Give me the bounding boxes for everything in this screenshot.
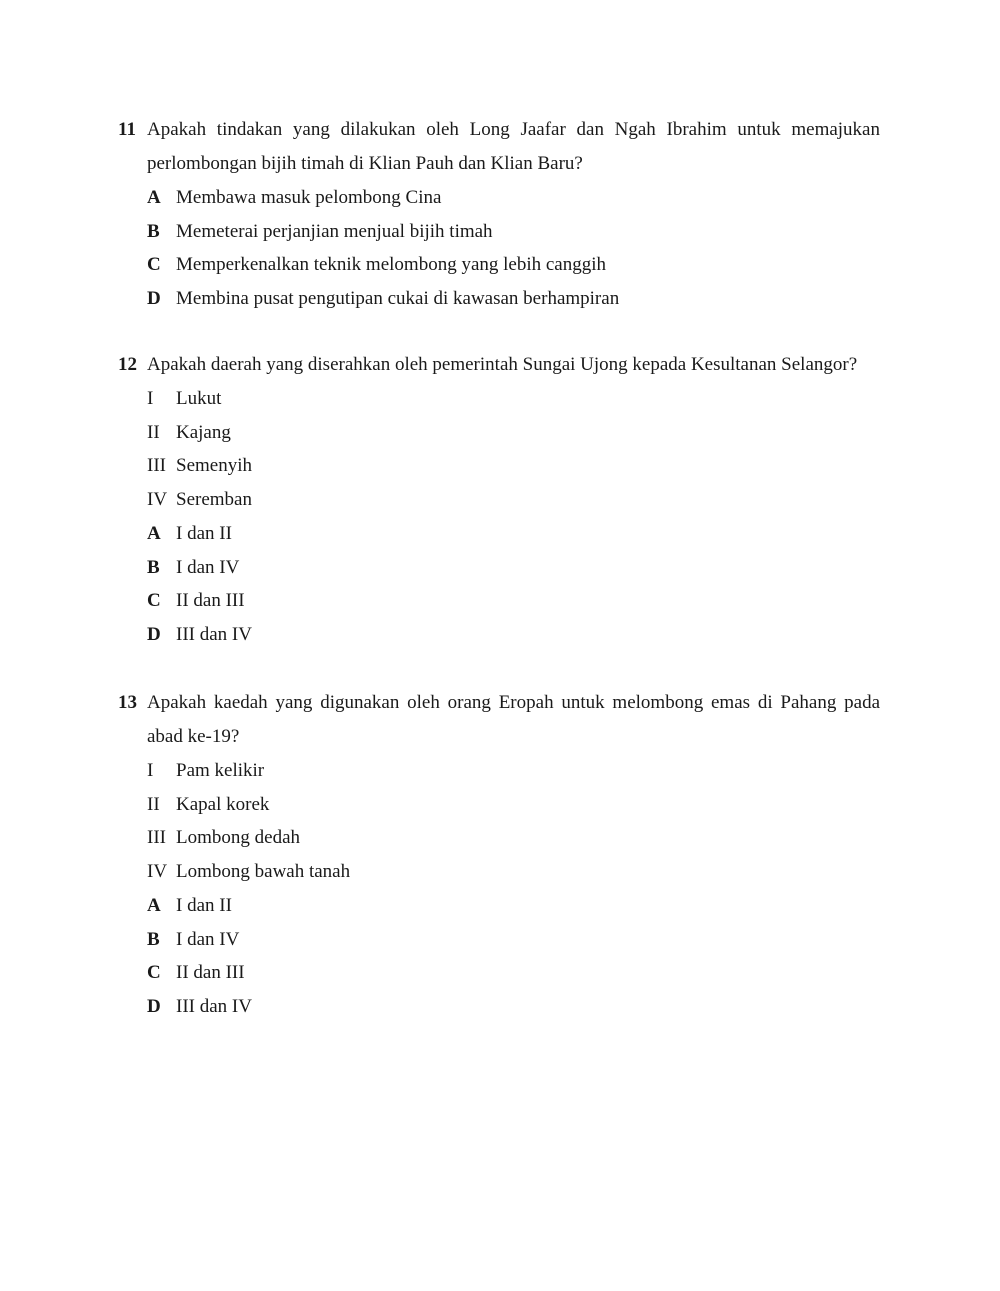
option-text: Membina pusat pengutipan cukai di kawasan berhampiran — [176, 288, 620, 310]
option-text: I dan II — [176, 522, 232, 544]
option-a[interactable] — [147, 889, 880, 923]
statement-key: IV — [147, 489, 168, 511]
statement-iv — [147, 855, 880, 889]
statement-ii — [147, 416, 880, 450]
statement-key: IV — [147, 861, 168, 883]
statement-text: Seremban — [176, 489, 252, 511]
option-text: I dan II — [176, 894, 232, 916]
statement-text: Kapal korek — [176, 793, 270, 815]
statement-text: Semenyih — [176, 455, 252, 477]
option-key: B — [147, 928, 160, 950]
option-key: A — [147, 187, 161, 208]
option-key: C — [147, 590, 161, 612]
option-d[interactable] — [147, 618, 880, 652]
statement-ii — [147, 788, 880, 822]
option-a[interactable] — [147, 517, 880, 551]
option-key: C — [147, 254, 161, 276]
option-a[interactable] — [147, 181, 880, 215]
question-stem — [118, 686, 880, 754]
option-text: Memeterai perjanjian menjual bijih timah — [176, 220, 493, 242]
option-c[interactable] — [147, 248, 880, 282]
option-text: III dan IV — [176, 623, 252, 645]
option-key: D — [147, 623, 161, 645]
question-text: Apakah tindakan yang dilakukan oleh Long Jaafar dan Ngah Ibrahim untuk memajukan perlombongan bijih timah di Klian Pauh dan Klian Baru? — [147, 119, 880, 174]
statement-iii — [147, 821, 880, 855]
statement-text: Lombong dedah — [176, 827, 301, 849]
option-text: I dan IV — [176, 556, 240, 578]
question-number: 11 — [118, 119, 136, 140]
option-text: Membawa masuk pelombong Cina — [176, 187, 442, 208]
option-c[interactable] — [147, 584, 880, 618]
statement-i — [147, 754, 880, 788]
question-number: 12 — [118, 354, 137, 375]
option-key: C — [147, 962, 161, 984]
option-c[interactable] — [147, 956, 880, 990]
statement-key: I — [147, 760, 154, 781]
statement-key: II — [147, 421, 160, 443]
question-number: 13 — [118, 692, 137, 713]
option-d[interactable] — [147, 990, 880, 1024]
option-text: II dan III — [176, 590, 245, 612]
question-text: Apakah daerah yang diserahkan oleh pemerintah Sungai Ujong kepada Kesultanan Selangor? — [147, 354, 858, 375]
option-b[interactable] — [147, 923, 880, 957]
question-text: Apakah kaedah yang digunakan oleh orang Eropah untuk melombong emas di Pahang pada abad ke-19? — [147, 692, 880, 747]
option-key: A — [147, 894, 161, 916]
statement-iv — [147, 483, 880, 517]
option-b[interactable] — [147, 215, 880, 249]
question-11 — [118, 113, 880, 316]
option-text: Memperkenalkan teknik melombong yang lebih canggih — [176, 254, 607, 276]
question-stem — [118, 113, 880, 181]
option-key: A — [147, 522, 161, 544]
question-stem — [118, 348, 880, 382]
statement-text: Lombong bawah tanah — [176, 861, 351, 883]
statement-text: Lukut — [176, 388, 222, 409]
statement-key: III — [147, 455, 166, 477]
option-key: B — [147, 220, 160, 242]
question-13 — [118, 686, 880, 1024]
option-b[interactable] — [147, 551, 880, 585]
statement-i — [147, 382, 880, 416]
statement-text: Pam kelikir — [176, 760, 265, 781]
option-key: D — [147, 288, 161, 310]
statement-iii — [147, 449, 880, 483]
statement-key: I — [147, 388, 154, 409]
statement-key: III — [147, 827, 166, 849]
option-text: III dan IV — [176, 995, 252, 1017]
question-12 — [118, 348, 880, 652]
option-key: D — [147, 995, 161, 1017]
option-d[interactable] — [147, 282, 880, 316]
option-key: B — [147, 556, 160, 578]
statement-key: II — [147, 793, 160, 815]
option-text: II dan III — [176, 962, 245, 984]
statement-text: Kajang — [176, 421, 231, 443]
option-text: I dan IV — [176, 928, 240, 950]
